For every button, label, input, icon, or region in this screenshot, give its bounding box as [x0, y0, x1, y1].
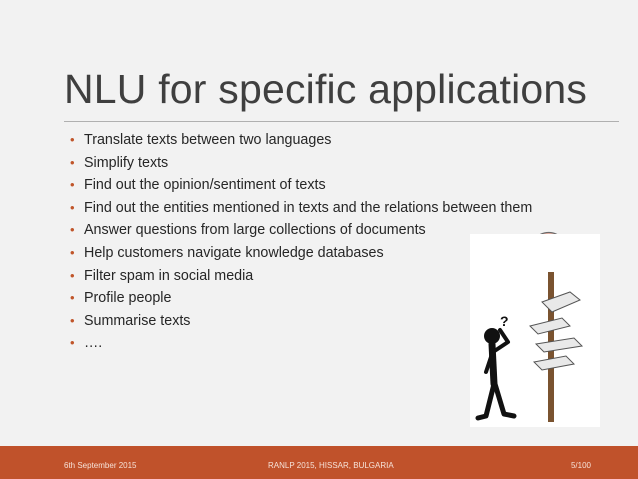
bullet-text: Simplify texts: [84, 154, 169, 171]
bullet-dot: •: [70, 154, 75, 170]
bullet-item: [70, 174, 532, 197]
bullet-dot: •: [70, 199, 75, 215]
bullet-list: [70, 129, 532, 355]
bullet-text: Help customers navigate knowledge databases: [84, 244, 384, 261]
footer-date: 6th September 2015: [64, 461, 137, 470]
bullet-item: [70, 197, 532, 220]
bullet-dot: •: [70, 132, 75, 147]
bullet-dot: •: [70, 222, 75, 238]
bullet-text: Find out the entities mentioned in texts and the relations between them: [84, 199, 533, 216]
bullet-item: [70, 219, 532, 242]
bullet-dot: •: [70, 312, 75, 328]
bullet-text: ….: [84, 335, 103, 352]
bullet-text: Translate texts between two languages: [84, 132, 332, 148]
bullet-item: [70, 265, 532, 288]
bullet-item: [70, 242, 532, 265]
bullet-text: Answer questions from large collections of documents: [84, 222, 426, 239]
bullet-dot: •: [70, 335, 75, 351]
bullet-dot: •: [70, 290, 75, 306]
bullet-text: Filter spam in social media: [84, 267, 254, 284]
slide-footer: [0, 446, 638, 479]
question-mark: ?: [500, 313, 509, 329]
bullet-item: [70, 129, 532, 152]
footer-conference: RANLP 2015, HISSAR, BULGARIA: [268, 461, 394, 470]
bullet-text: Profile people: [84, 290, 172, 307]
bullet-item: [70, 310, 532, 333]
bullet-dot: •: [70, 177, 75, 193]
bullet-dot: •: [70, 244, 75, 260]
bullet-text: Summarise texts: [84, 312, 191, 329]
confused-person-signpost-illustration: [470, 234, 600, 427]
bullet-item: [70, 332, 532, 355]
slide-title: NLU for specific applications: [64, 66, 588, 112]
footer-page-number: 5/100: [570, 461, 591, 470]
bullet-item: [70, 287, 532, 310]
bullet-text: Find out the opinion/sentiment of texts: [84, 177, 326, 194]
title-divider: [64, 121, 619, 122]
bullet-dot: •: [70, 267, 75, 283]
bullet-item: [70, 152, 532, 175]
